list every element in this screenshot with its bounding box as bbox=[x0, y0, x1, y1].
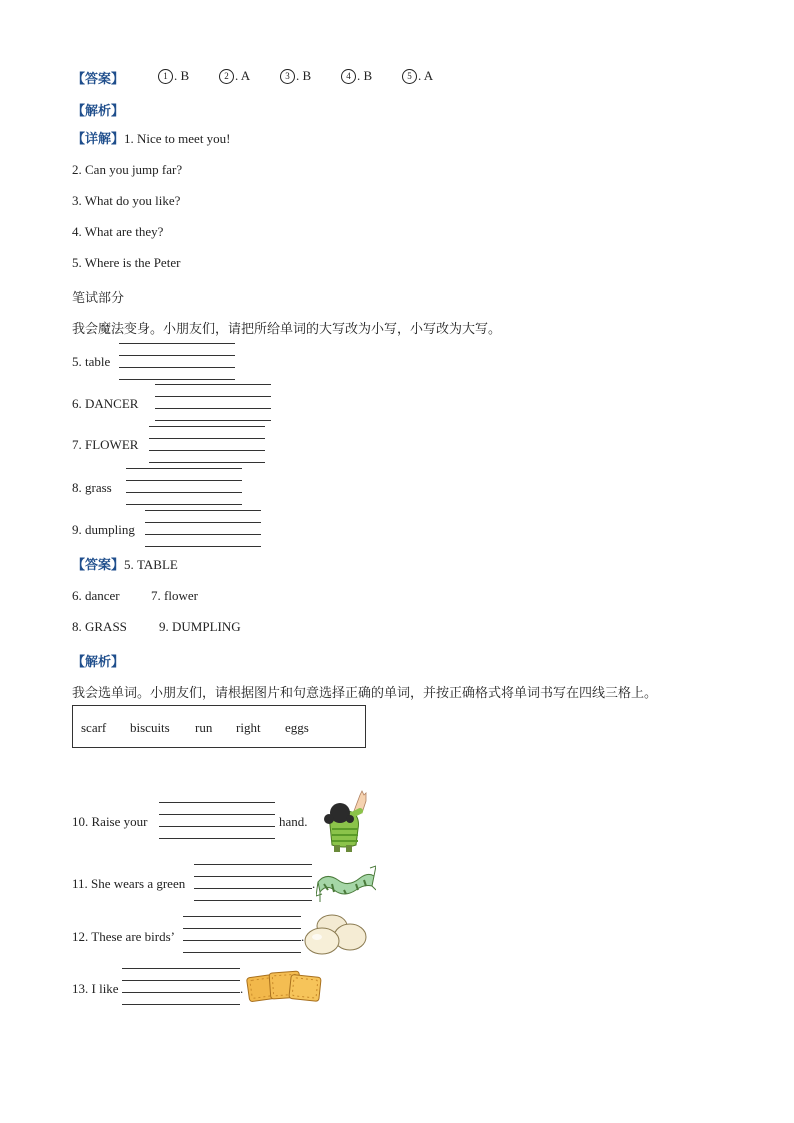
word-bank-item: eggs bbox=[285, 720, 309, 735]
section2-item-13: 13. I like bbox=[72, 981, 119, 996]
answer-item-4: 4 . B bbox=[341, 68, 372, 84]
word-bank-item: biscuits bbox=[130, 720, 170, 735]
section2-instruction: 我会选单词。小朋友们，请根据图片和句意选择正确的单词，并按正确格式将单词书写在四线三格上。 bbox=[72, 686, 658, 701]
section1-item-7: 7. FLOWER bbox=[72, 437, 139, 452]
detail-line-5: 5. Where is the Peter bbox=[72, 255, 181, 270]
section2-item-11: 11. She wears a green bbox=[72, 876, 186, 891]
green-scarf-icon bbox=[316, 862, 376, 906]
detail-line-3: 3. What do you like? bbox=[72, 193, 181, 208]
word-bank bbox=[72, 705, 366, 748]
detail-line-2: 2. Can you jump far? bbox=[72, 162, 183, 177]
four-line-grid[interactable] bbox=[122, 968, 240, 1004]
answer-tag: 【答案】 bbox=[72, 72, 125, 87]
word-bank-item: right bbox=[236, 720, 261, 735]
detail-line-4: 4. What are they? bbox=[72, 224, 164, 239]
eggs-icon bbox=[302, 912, 368, 956]
answer-item-3: 3 . B bbox=[280, 68, 311, 84]
word-bank-item: run bbox=[195, 720, 213, 735]
four-line-grid[interactable] bbox=[126, 468, 242, 504]
girl-raising-hand-icon bbox=[316, 789, 368, 853]
four-line-grid[interactable] bbox=[155, 384, 271, 420]
answer-item-2: 2 . A bbox=[219, 68, 250, 84]
section1-answer-7: 7. flower bbox=[151, 588, 198, 603]
four-line-grid[interactable] bbox=[145, 510, 261, 546]
section2-item-13-after: . bbox=[240, 981, 244, 996]
section2-item-12: 12. These are birds’ bbox=[72, 929, 176, 944]
answer-item-1: 1 . B bbox=[158, 68, 189, 84]
four-line-grid[interactable] bbox=[149, 426, 265, 462]
section1-answer-6: 6. dancer bbox=[72, 588, 120, 603]
written-part-heading: 笔试部分 bbox=[72, 291, 125, 306]
answer-item-5: 5 . A bbox=[402, 68, 433, 84]
biscuits-icon bbox=[244, 970, 324, 1004]
analysis-tag: 【解析】 bbox=[72, 104, 125, 119]
section1-item-9: 9. dumpling bbox=[72, 522, 135, 537]
detail-tag: 【详解】 bbox=[72, 132, 125, 147]
analysis-tag: 【解析】 bbox=[72, 655, 125, 670]
detail-line-1: 【详解】1. Nice to meet you! bbox=[72, 131, 231, 147]
section1-instruction: 我会魔法变身。小朋友们，请把所给单词的大写改为小写，小写改为大写。 bbox=[72, 322, 502, 337]
four-line-grid[interactable] bbox=[183, 916, 301, 952]
section1-answer-9: 9. DUMPLING bbox=[159, 619, 241, 634]
section2-item-12-after: . bbox=[301, 929, 305, 944]
section1-answer-8: 8. GRASS bbox=[72, 619, 127, 634]
word-bank-item: scarf bbox=[81, 720, 107, 735]
four-line-grid[interactable] bbox=[194, 864, 312, 900]
answer-tag: 【答案】 bbox=[72, 558, 125, 573]
section2-item-10-after: hand. bbox=[279, 814, 308, 829]
section1-answer-5: 【答案】5. TABLE bbox=[72, 557, 178, 573]
section2-item-11-after: . bbox=[312, 876, 316, 891]
section2-item-10: 10. Raise your bbox=[72, 814, 148, 829]
four-line-grid[interactable] bbox=[159, 802, 275, 838]
four-line-grid[interactable] bbox=[119, 343, 235, 379]
section1-item-8: 8. grass bbox=[72, 480, 112, 495]
section1-item-6: 6. DANCER bbox=[72, 396, 139, 411]
section1-item-5: 5. table bbox=[72, 354, 111, 369]
